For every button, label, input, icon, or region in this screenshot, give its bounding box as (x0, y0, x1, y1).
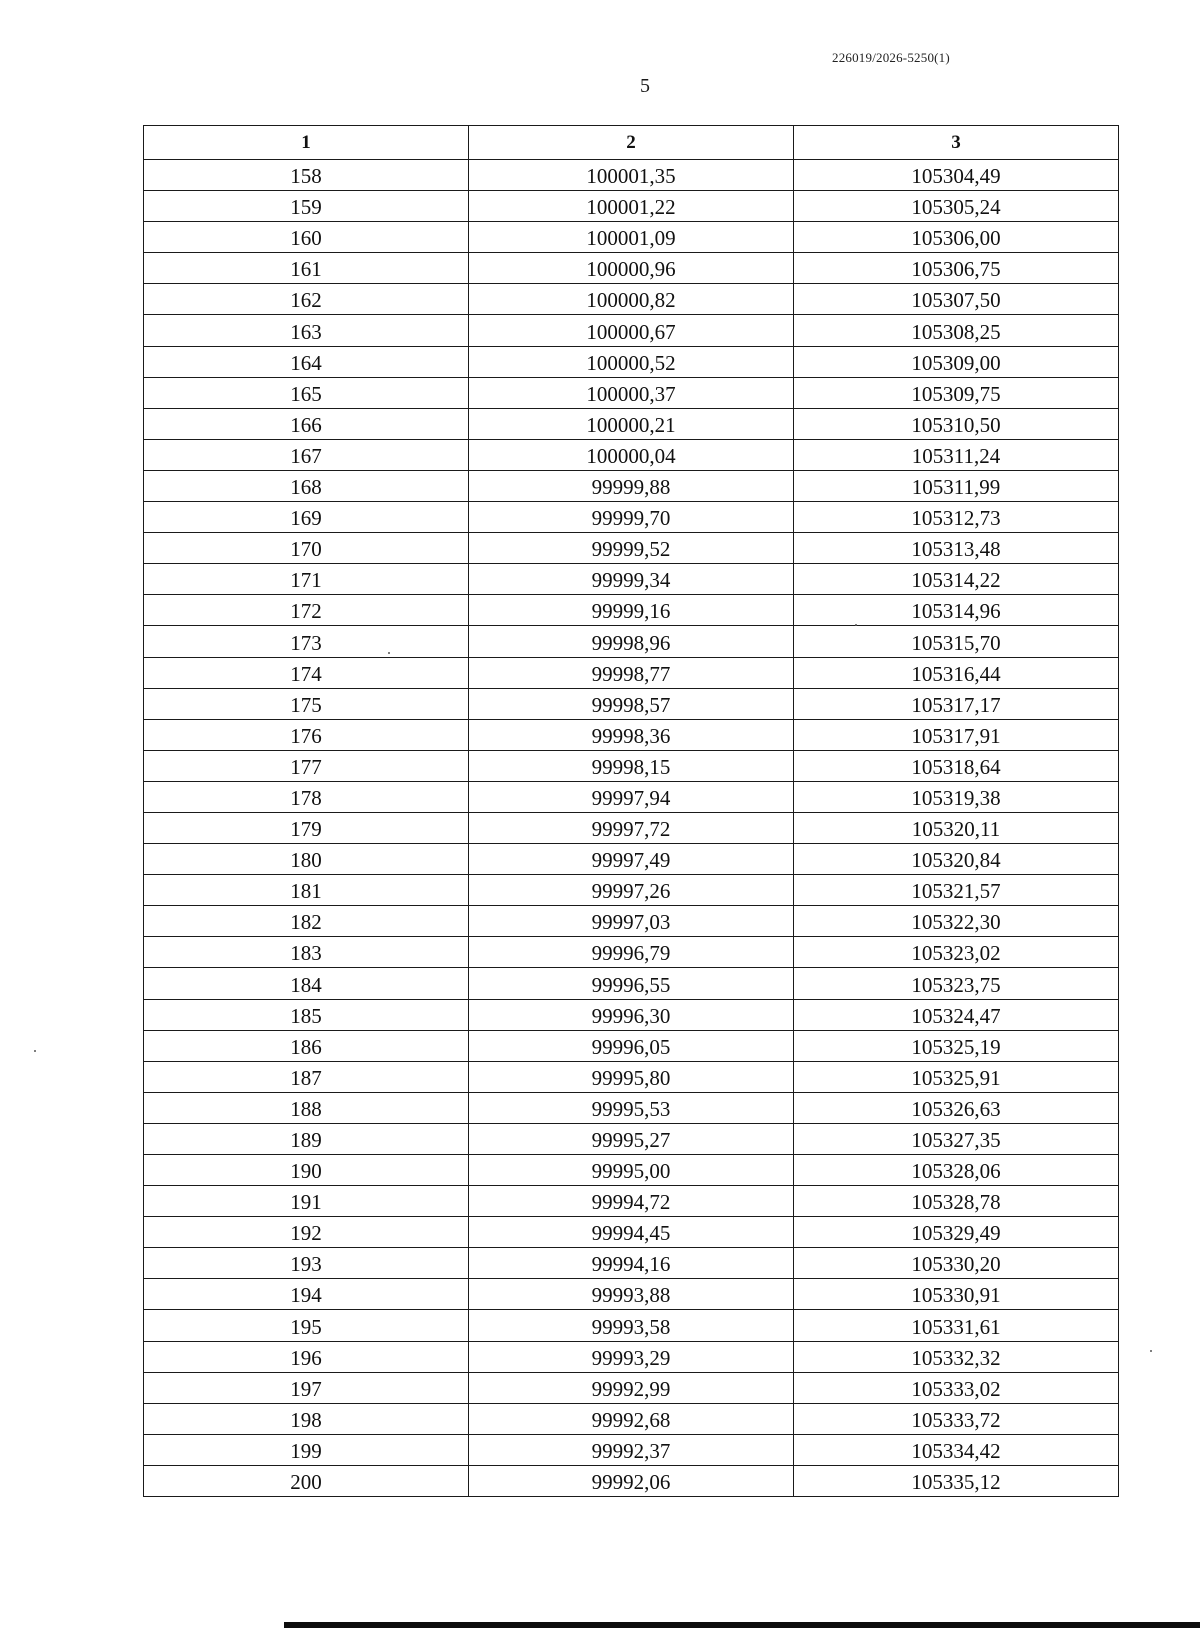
x-coordinate-cell: 99998,15 (469, 750, 794, 781)
x-coordinate-cell: 100001,22 (469, 191, 794, 222)
x-coordinate-cell: 99993,58 (469, 1310, 794, 1341)
point-number-cell: 161 (144, 253, 469, 284)
table-row (144, 1061, 1119, 1092)
point-number-cell: 184 (144, 968, 469, 999)
point-number-cell: 172 (144, 595, 469, 626)
x-coordinate-cell: 99998,96 (469, 626, 794, 657)
y-coordinate-cell: 105315,70 (794, 626, 1119, 657)
point-number-cell: 171 (144, 564, 469, 595)
column-header-2: 2 (469, 126, 794, 160)
x-coordinate-cell: 99997,94 (469, 781, 794, 812)
table-row (144, 626, 1119, 657)
point-number-cell: 200 (144, 1465, 469, 1496)
y-coordinate-cell: 105330,91 (794, 1279, 1119, 1310)
x-coordinate-cell: 99997,72 (469, 812, 794, 843)
y-coordinate-cell: 105321,57 (794, 875, 1119, 906)
point-number-cell: 194 (144, 1279, 469, 1310)
x-coordinate-cell: 99992,68 (469, 1403, 794, 1434)
y-coordinate-cell: 105324,47 (794, 999, 1119, 1030)
x-coordinate-cell: 99992,37 (469, 1434, 794, 1465)
coordinates-table (143, 125, 1119, 1497)
y-coordinate-cell: 105317,91 (794, 719, 1119, 750)
document-id: 226019/2026-5250(1) (832, 50, 950, 65)
point-number-cell: 175 (144, 688, 469, 719)
point-number-cell: 191 (144, 1186, 469, 1217)
point-number-cell: 176 (144, 719, 469, 750)
table-row (144, 1341, 1119, 1372)
point-number-cell: 197 (144, 1372, 469, 1403)
scan-edge-rule (284, 1622, 1200, 1628)
x-coordinate-cell: 99998,57 (469, 688, 794, 719)
table-row (144, 408, 1119, 439)
x-coordinate-cell: 100000,67 (469, 315, 794, 346)
y-coordinate-cell: 105333,02 (794, 1372, 1119, 1403)
table-row (144, 595, 1119, 626)
x-coordinate-cell: 99994,72 (469, 1186, 794, 1217)
point-number-cell: 177 (144, 750, 469, 781)
x-coordinate-cell: 99995,53 (469, 1092, 794, 1123)
x-coordinate-cell: 99993,29 (469, 1341, 794, 1372)
y-coordinate-cell: 105325,91 (794, 1061, 1119, 1092)
y-coordinate-cell: 105316,44 (794, 657, 1119, 688)
x-coordinate-cell: 99996,05 (469, 1030, 794, 1061)
table-row (144, 906, 1119, 937)
x-coordinate-cell: 100000,82 (469, 284, 794, 315)
table-header (144, 126, 1119, 160)
point-number-cell: 160 (144, 222, 469, 253)
point-number-cell: 168 (144, 470, 469, 501)
point-number-cell: 180 (144, 844, 469, 875)
scan-speck (855, 624, 857, 626)
y-coordinate-cell: 105307,50 (794, 284, 1119, 315)
point-number-cell: 198 (144, 1403, 469, 1434)
table-row (144, 812, 1119, 843)
table-row (144, 1186, 1119, 1217)
table-row (144, 346, 1119, 377)
x-coordinate-cell: 99996,30 (469, 999, 794, 1030)
table-row (144, 564, 1119, 595)
x-coordinate-cell: 100000,52 (469, 346, 794, 377)
point-number-cell: 163 (144, 315, 469, 346)
scan-speck (34, 1050, 36, 1052)
point-number-cell: 182 (144, 906, 469, 937)
x-coordinate-cell: 99999,88 (469, 470, 794, 501)
y-coordinate-cell: 105333,72 (794, 1403, 1119, 1434)
y-coordinate-cell: 105323,02 (794, 937, 1119, 968)
point-number-cell: 166 (144, 408, 469, 439)
y-coordinate-cell: 105313,48 (794, 533, 1119, 564)
x-coordinate-cell: 99996,55 (469, 968, 794, 999)
point-number-cell: 192 (144, 1217, 469, 1248)
point-number-cell: 170 (144, 533, 469, 564)
y-coordinate-cell: 105332,32 (794, 1341, 1119, 1372)
point-number-cell: 187 (144, 1061, 469, 1092)
y-coordinate-cell: 105327,35 (794, 1123, 1119, 1154)
table-row (144, 533, 1119, 564)
y-coordinate-cell: 105314,96 (794, 595, 1119, 626)
x-coordinate-cell: 99999,34 (469, 564, 794, 595)
point-number-cell: 158 (144, 160, 469, 191)
table-row (144, 253, 1119, 284)
table-row (144, 1217, 1119, 1248)
x-coordinate-cell: 100000,37 (469, 377, 794, 408)
x-coordinate-cell: 99992,99 (469, 1372, 794, 1403)
page-number: 5 (640, 75, 650, 97)
point-number-cell: 190 (144, 1155, 469, 1186)
table-row (144, 688, 1119, 719)
y-coordinate-cell: 105318,64 (794, 750, 1119, 781)
table-header-row (144, 126, 1119, 160)
table-row (144, 470, 1119, 501)
y-coordinate-cell: 105306,00 (794, 222, 1119, 253)
table-row (144, 377, 1119, 408)
y-coordinate-cell: 105312,73 (794, 502, 1119, 533)
y-coordinate-cell: 105328,06 (794, 1155, 1119, 1186)
y-coordinate-cell: 105304,49 (794, 160, 1119, 191)
x-coordinate-cell: 99999,16 (469, 595, 794, 626)
y-coordinate-cell: 105317,17 (794, 688, 1119, 719)
y-coordinate-cell: 105305,24 (794, 191, 1119, 222)
y-coordinate-cell: 105330,20 (794, 1248, 1119, 1279)
y-coordinate-cell: 105326,63 (794, 1092, 1119, 1123)
y-coordinate-cell: 105306,75 (794, 253, 1119, 284)
column-header-1: 1 (144, 126, 469, 160)
x-coordinate-cell: 99994,16 (469, 1248, 794, 1279)
table-row (144, 750, 1119, 781)
point-number-cell: 181 (144, 875, 469, 906)
point-number-cell: 167 (144, 439, 469, 470)
column-header-3: 3 (794, 126, 1119, 160)
y-coordinate-cell: 105320,84 (794, 844, 1119, 875)
table-row (144, 1155, 1119, 1186)
table-row (144, 1123, 1119, 1154)
table-row (144, 657, 1119, 688)
x-coordinate-cell: 100001,35 (469, 160, 794, 191)
x-coordinate-cell: 99999,52 (469, 533, 794, 564)
point-number-cell: 195 (144, 1310, 469, 1341)
table-row (144, 875, 1119, 906)
table-body (144, 160, 1119, 1497)
x-coordinate-cell: 99994,45 (469, 1217, 794, 1248)
point-number-cell: 169 (144, 502, 469, 533)
point-number-cell: 185 (144, 999, 469, 1030)
y-coordinate-cell: 105309,75 (794, 377, 1119, 408)
point-number-cell: 174 (144, 657, 469, 688)
point-number-cell: 189 (144, 1123, 469, 1154)
point-number-cell: 193 (144, 1248, 469, 1279)
x-coordinate-cell: 99998,36 (469, 719, 794, 750)
point-number-cell: 199 (144, 1434, 469, 1465)
table-row (144, 160, 1119, 191)
table-row (144, 999, 1119, 1030)
point-number-cell: 178 (144, 781, 469, 812)
x-coordinate-cell: 99995,80 (469, 1061, 794, 1092)
point-number-cell: 159 (144, 191, 469, 222)
y-coordinate-cell: 105335,12 (794, 1465, 1119, 1496)
scan-speck (1150, 1350, 1152, 1352)
x-coordinate-cell: 99997,03 (469, 906, 794, 937)
table-row (144, 937, 1119, 968)
x-coordinate-cell: 99992,06 (469, 1465, 794, 1496)
x-coordinate-cell: 99993,88 (469, 1279, 794, 1310)
point-number-cell: 183 (144, 937, 469, 968)
y-coordinate-cell: 105308,25 (794, 315, 1119, 346)
point-number-cell: 162 (144, 284, 469, 315)
point-number-cell: 186 (144, 1030, 469, 1061)
table-row (144, 719, 1119, 750)
x-coordinate-cell: 99999,70 (469, 502, 794, 533)
y-coordinate-cell: 105314,22 (794, 564, 1119, 595)
x-coordinate-cell: 100000,04 (469, 439, 794, 470)
scan-speck (388, 652, 390, 654)
table-row (144, 1403, 1119, 1434)
x-coordinate-cell: 100000,96 (469, 253, 794, 284)
table-row (144, 781, 1119, 812)
y-coordinate-cell: 105334,42 (794, 1434, 1119, 1465)
y-coordinate-cell: 105329,49 (794, 1217, 1119, 1248)
point-number-cell: 179 (144, 812, 469, 843)
x-coordinate-cell: 99998,77 (469, 657, 794, 688)
y-coordinate-cell: 105331,61 (794, 1310, 1119, 1341)
table-row (144, 439, 1119, 470)
x-coordinate-cell: 100001,09 (469, 222, 794, 253)
table-row (144, 1092, 1119, 1123)
table-row (144, 1279, 1119, 1310)
table-row (144, 844, 1119, 875)
table-row (144, 1030, 1119, 1061)
table-row (144, 968, 1119, 999)
x-coordinate-cell: 99995,00 (469, 1155, 794, 1186)
table-row (144, 1372, 1119, 1403)
x-coordinate-cell: 99997,49 (469, 844, 794, 875)
y-coordinate-cell: 105311,24 (794, 439, 1119, 470)
y-coordinate-cell: 105311,99 (794, 470, 1119, 501)
table-row (144, 1248, 1119, 1279)
x-coordinate-cell: 99997,26 (469, 875, 794, 906)
table-row (144, 1434, 1119, 1465)
point-number-cell: 188 (144, 1092, 469, 1123)
x-coordinate-cell: 99996,79 (469, 937, 794, 968)
point-number-cell: 165 (144, 377, 469, 408)
y-coordinate-cell: 105325,19 (794, 1030, 1119, 1061)
x-coordinate-cell: 100000,21 (469, 408, 794, 439)
point-number-cell: 164 (144, 346, 469, 377)
table-row (144, 284, 1119, 315)
table-row (144, 222, 1119, 253)
x-coordinate-cell: 99995,27 (469, 1123, 794, 1154)
y-coordinate-cell: 105323,75 (794, 968, 1119, 999)
y-coordinate-cell: 105328,78 (794, 1186, 1119, 1217)
table-row (144, 191, 1119, 222)
table-row (144, 502, 1119, 533)
y-coordinate-cell: 105320,11 (794, 812, 1119, 843)
y-coordinate-cell: 105310,50 (794, 408, 1119, 439)
table-row (144, 1310, 1119, 1341)
y-coordinate-cell: 105309,00 (794, 346, 1119, 377)
y-coordinate-cell: 105322,30 (794, 906, 1119, 937)
y-coordinate-cell: 105319,38 (794, 781, 1119, 812)
point-number-cell: 173 (144, 626, 469, 657)
point-number-cell: 196 (144, 1341, 469, 1372)
table-row (144, 1465, 1119, 1496)
table-row (144, 315, 1119, 346)
